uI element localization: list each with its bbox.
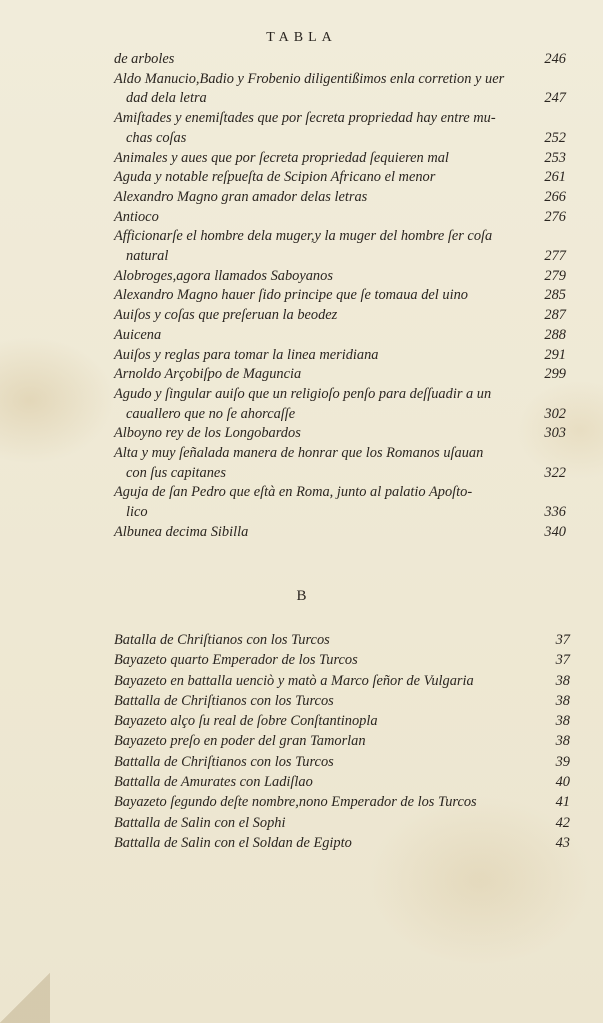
index-entry — [114, 671, 574, 691]
index-section-a — [114, 50, 574, 543]
index-section-b — [114, 630, 574, 853]
entry-title: Bayazeto quarto Emperador de los Turcos — [114, 652, 358, 669]
entry-page-number: 41 — [555, 794, 570, 811]
entry-title: Batalla de Chriſtianos con los Turcos — [114, 632, 330, 648]
index-entry — [114, 772, 574, 792]
entry-page-number: 277 — [544, 248, 566, 265]
entry-page-number: 247 — [544, 90, 566, 107]
entry-title: Battalla de Amurates con Ladiſlao — [114, 774, 313, 791]
entry-page-number: 302 — [544, 405, 566, 422]
entry-title: Arnoldo Arçobiſpo de Maguncia — [114, 366, 302, 383]
entry-page-number: 266 — [544, 188, 566, 205]
index-entry — [114, 326, 574, 346]
entry-title: Battalla de Salin con el Soldan de Egipto — [114, 834, 352, 851]
index-entry — [114, 267, 574, 287]
index-entry — [114, 109, 574, 148]
index-entry — [114, 424, 574, 444]
entry-page-number: 246 — [544, 51, 566, 67]
index-entry — [114, 227, 574, 266]
entry-page-number: 291 — [544, 346, 566, 363]
index-entry — [114, 188, 574, 208]
entry-title: Auicena — [114, 326, 162, 343]
entry-continuation: natural — [126, 248, 169, 265]
entry-page-number: 303 — [544, 425, 566, 442]
entry-title: Bayazeto en battalla uenciò y matò a Marco ſeñor de Vulgaria — [114, 672, 474, 689]
index-entry — [114, 149, 574, 169]
index-entry — [114, 630, 574, 650]
index-entry — [114, 50, 574, 70]
entry-title: Battalla de Chriſtianos con los Turcos — [114, 753, 334, 770]
entry-title: Alexandro Magno gran amador delas letras — [114, 188, 368, 205]
entry-title: Bayazeto ſegundo deſte nombre,nono Emperador de los Turcos — [114, 794, 477, 811]
index-entry — [114, 385, 574, 424]
entry-title: Afficionarſe el hombre dela muger,y la muger del hombre ſer coſa — [114, 228, 493, 245]
entry-page-number: 37 — [555, 632, 570, 648]
entry-title: Auiſos y reglas para tomar la linea meridiana — [114, 346, 379, 363]
entry-continuation: cauallero que no ſe ahorcaſſe — [126, 405, 296, 422]
entry-page-number: 336 — [544, 504, 566, 521]
index-entry — [114, 833, 574, 853]
entry-page-number: 38 — [555, 692, 570, 709]
entry-continuation: con ſus capitanes — [126, 464, 226, 481]
entry-title: Alexandro Magno hauer ſido principe que ſe tomaua del uino — [114, 287, 468, 304]
index-entry — [114, 792, 574, 812]
entry-page-number: 279 — [544, 267, 566, 284]
index-entry — [114, 483, 574, 522]
index-entry — [114, 711, 574, 731]
entry-page-number: 261 — [544, 169, 566, 186]
entry-page-number: 252 — [544, 129, 566, 146]
entry-page-number: 299 — [544, 366, 566, 383]
index-entry — [114, 813, 574, 833]
entry-page-number: 38 — [555, 672, 570, 689]
entry-page-number: 276 — [544, 208, 566, 225]
entry-continuation: chas coſas — [126, 129, 187, 146]
page-header: TABLA — [266, 30, 337, 45]
entry-title: Bayazeto preſo en poder del gran Tamorlan — [114, 733, 366, 750]
index-entry — [114, 208, 574, 228]
entry-page-number: 288 — [544, 326, 566, 343]
folded-corner — [0, 973, 50, 1023]
entry-title: Aguja de ſan Pedro que eſtà en Roma, junto al palatio Apoſto- — [114, 484, 473, 501]
entry-page-number: 285 — [544, 287, 566, 304]
entry-title: Aldo Manucio,Badio y Frobenio diligentißimos enla corretion y uer — [114, 70, 505, 87]
entry-continuation: lico — [126, 504, 148, 521]
index-entry — [114, 70, 574, 109]
index-entry — [114, 444, 574, 483]
entry-title: Aguda y notable reſpueſta de Scipion Africano el menor — [114, 169, 436, 186]
index-entry — [114, 365, 574, 385]
entry-title: Battalla de Chriſtianos con los Turcos — [114, 692, 334, 709]
entry-title: Auiſos y coſas que preſeruan la beodez — [114, 307, 338, 324]
entry-title: Alta y muy ſeñalada manera de honrar que los Romanos uſauan — [114, 445, 484, 462]
entry-title: Bayazeto alço ſu real de ſobre Conſtantinopla — [114, 713, 378, 730]
entry-page-number: 340 — [544, 523, 566, 540]
index-entry — [114, 731, 574, 751]
entry-page-number: 42 — [555, 814, 570, 831]
entry-title: Antioco — [114, 208, 159, 225]
entry-page-number: 287 — [544, 307, 566, 324]
entry-page-number: 43 — [555, 834, 570, 851]
entry-title: de arboles — [114, 51, 175, 67]
entry-page-number: 38 — [555, 713, 570, 730]
index-entry — [114, 306, 574, 326]
entry-title: Alboyno rey de los Longobardos — [114, 425, 301, 442]
index-entry — [114, 286, 574, 306]
entry-title: Amiſtades y enemiſtades que por ſecreta propriedad hay entre mu- — [114, 110, 496, 127]
entry-page-number: 38 — [555, 733, 570, 750]
index-entry — [114, 752, 574, 772]
entry-title: Alobroges,agora llamados Saboyanos — [114, 267, 333, 284]
entry-page-number: 37 — [555, 652, 570, 669]
index-entry — [114, 691, 574, 711]
index-entry — [114, 650, 574, 670]
entry-page-number: 39 — [555, 753, 570, 770]
entry-page-number: 322 — [544, 464, 566, 481]
entry-title: Agudo y ſingular auiſo que un religioſo penſo para deſſuadir a un — [114, 385, 492, 402]
entry-title: Animales y aues que por ſecreta propriedad ſequieren mal — [114, 149, 449, 166]
entry-title: Battalla de Salin con el Sophi — [114, 814, 286, 831]
entry-continuation: dad dela letra — [126, 90, 207, 107]
index-entry — [114, 346, 574, 366]
index-entry — [114, 523, 574, 543]
section-letter-b: B — [296, 588, 307, 604]
entry-title: Albunea decima Sibilla — [114, 523, 249, 540]
entry-page-number: 40 — [555, 774, 570, 791]
entry-page-number: 253 — [544, 149, 566, 166]
index-entry — [114, 168, 574, 188]
